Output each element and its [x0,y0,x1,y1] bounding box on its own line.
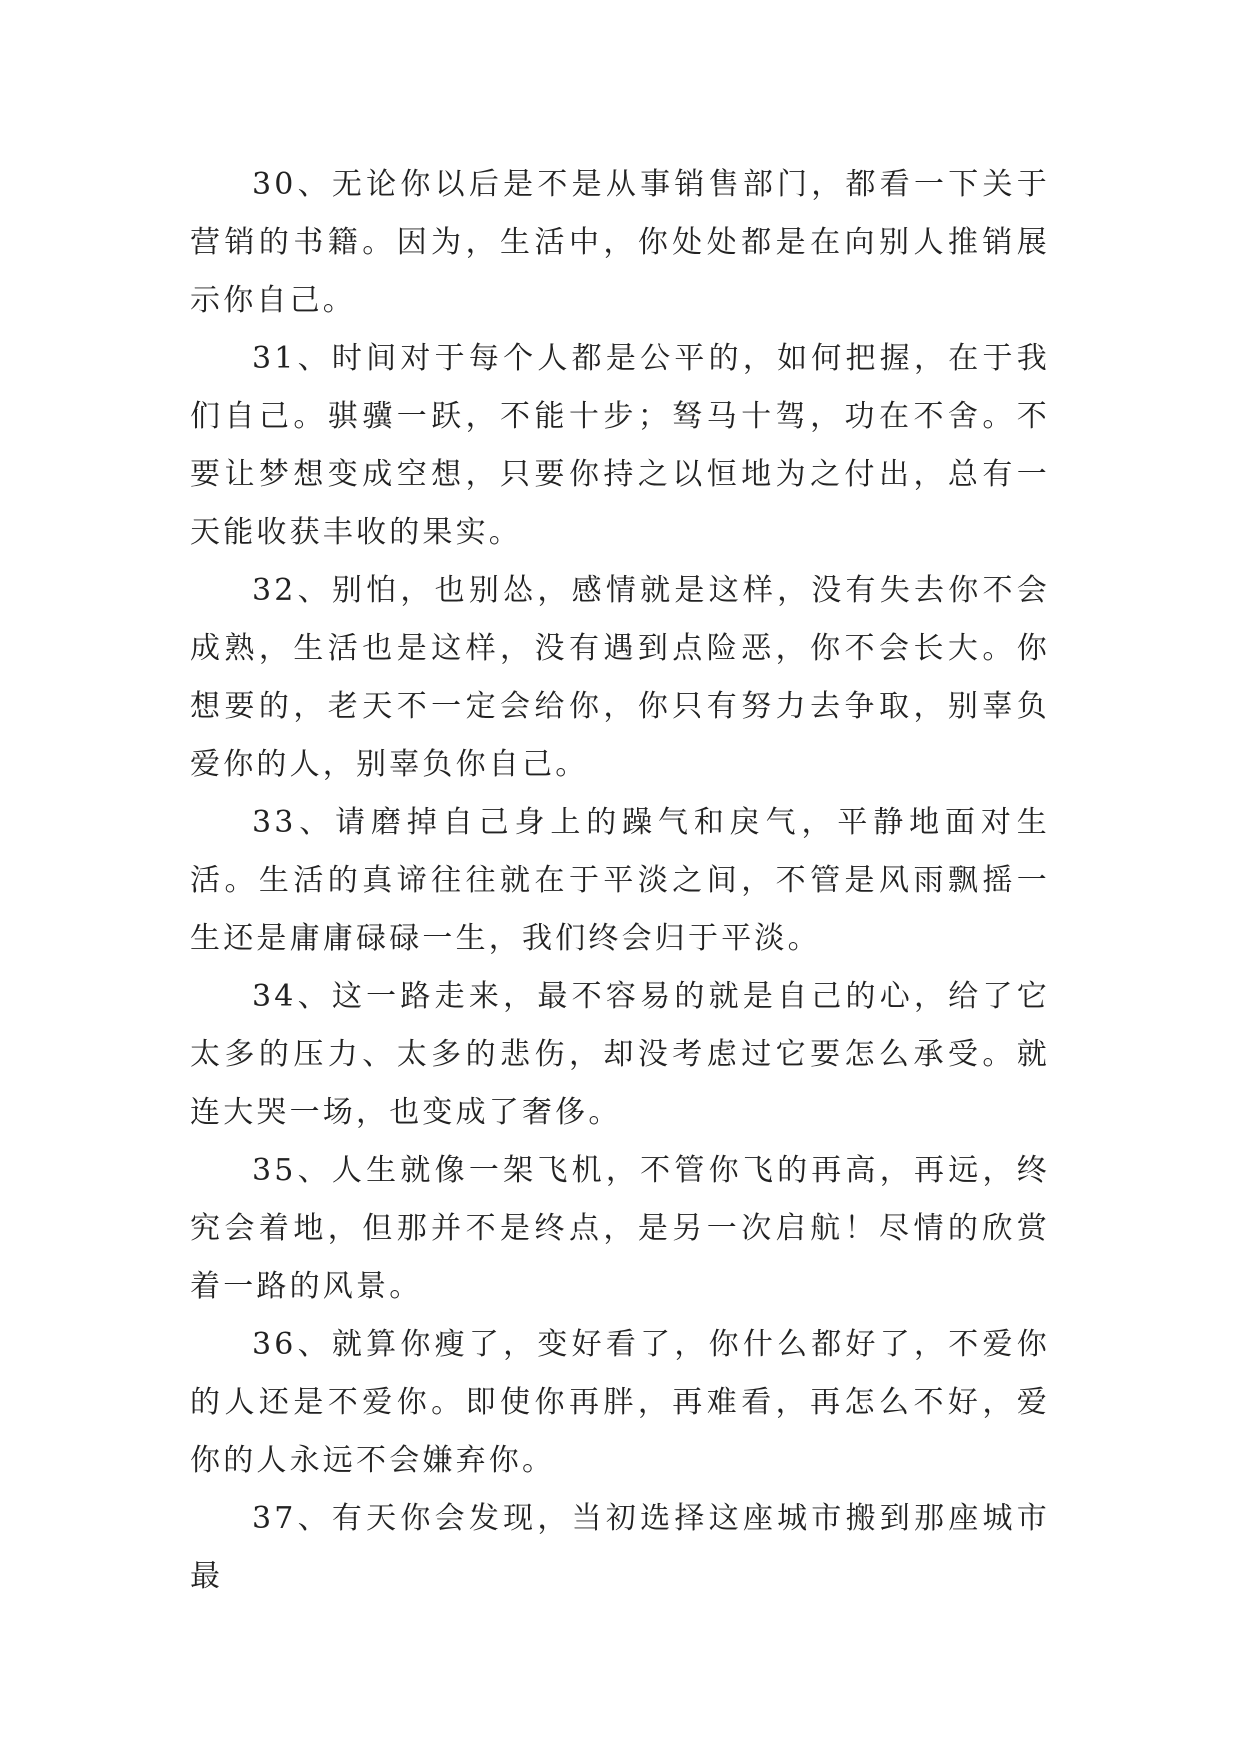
paragraph-33: 33、请磨掉自己身上的躁气和戾气，平静地面对生活。生活的真谛往往就在于平淡之间，不管是风雨飘摇一生还是庸庸碌碌一生，我们终会归于平淡。 [190,805,1050,956]
paragraph-31: 31、时间对于每个人都是公平的，如何把握，在于我们自己。骐骥一跃，不能十步；驽马十驾，功在不舍。不要让梦想变成空想，只要你持之以恒地为之付出，总有一天能收获丰收的果实。 [190,341,1050,550]
paragraph-35: 35、人生就像一架飞机，不管你飞的再高，再远，终究会着地，但那并不是终点，是另一次启航！尽情的欣赏着一路的风景。 [190,1153,1050,1304]
document-body [190,156,1050,1606]
paragraph-36: 36、就算你瘦了，变好看了，你什么都好了，不爱你的人还是不爱你。即使你再胖，再难看，再怎么不好，爱你的人永远不会嫌弃你。 [190,1327,1050,1478]
paragraph-34: 34、这一路走来，最不容易的就是自己的心，给了它太多的压力、太多的悲伤，却没考虑过它要怎么承受。就连大哭一场，也变成了奢侈。 [190,979,1050,1130]
paragraph-30: 30、无论你以后是不是从事销售部门，都看一下关于营销的书籍。因为，生活中，你处处都是在向别人推销展示你自己。 [190,167,1050,318]
paragraph-37: 37、有天你会发现，当初选择这座城市搬到那座城市最 [190,1501,1050,1594]
paragraph-32: 32、别怕，也别怂，感情就是这样，没有失去你不会成熟，生活也是这样，没有遇到点险恶，你不会长大。你想要的，老天不一定会给你，你只有努力去争取，别辜负爱你的人，别辜负你自己。 [190,573,1050,782]
